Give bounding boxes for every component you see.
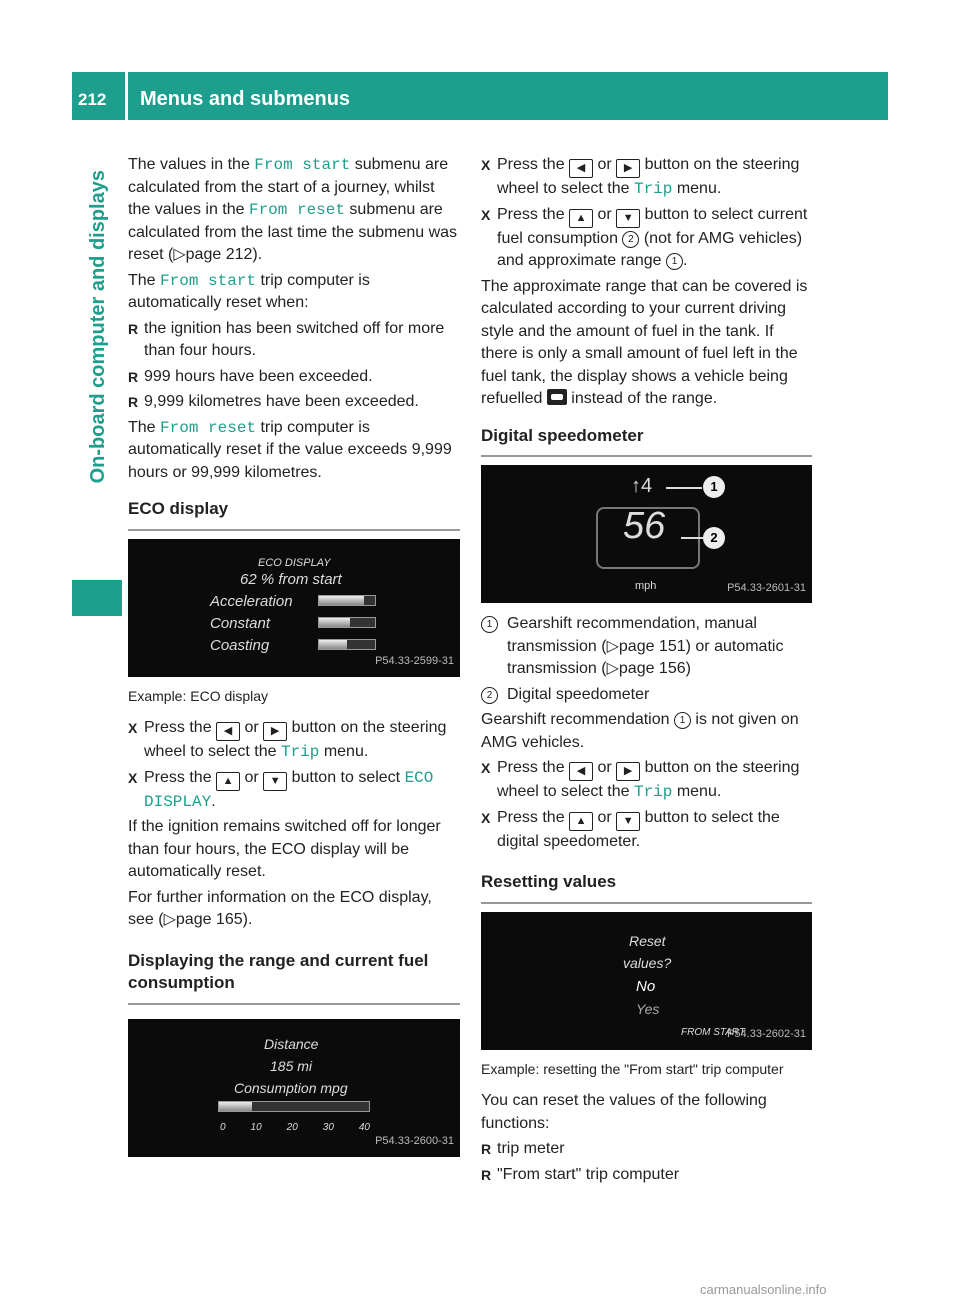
page-ref-icon: ▷ [606, 660, 619, 677]
text: . [683, 252, 688, 269]
speed-value: 56 [623, 505, 666, 547]
eco-bar [318, 617, 376, 628]
page-ref-icon: ▷ [163, 911, 176, 928]
text: The values in the [128, 156, 255, 173]
digital-speedometer-image [481, 465, 812, 603]
down-arrow-button-icon: ▼ [616, 812, 640, 831]
speed-unit: mph [635, 580, 657, 592]
instruction-step [481, 204, 812, 273]
list-item: R 999 hours have been exceeded. [128, 366, 460, 389]
menu-term: Trip [633, 180, 673, 198]
menu-term: From start [160, 271, 257, 290]
legend-item [481, 613, 812, 681]
text: instead of the range. [566, 390, 718, 407]
left-arrow-button-icon: ◀ [569, 762, 593, 781]
instruction-step [481, 154, 812, 201]
right-arrow-button-icon: ▶ [616, 762, 640, 781]
text: trip computer is automatically reset when: [128, 271, 370, 311]
chapter-tab-marker [72, 580, 122, 616]
gear-indicator: ↑4 [631, 475, 653, 497]
text: submenu are calculated from the last time the submenu was reset ( [128, 201, 458, 263]
text: The [128, 418, 161, 436]
section-heading: Displaying the range and current fuel consumption [128, 950, 460, 1005]
text: Press the [497, 205, 570, 223]
paragraph [128, 887, 460, 932]
callout-number: 1 [481, 616, 498, 633]
fig-ref: P54.33-2601-31 [727, 581, 806, 594]
text: or [593, 205, 617, 223]
list-item: R the ignition has been switched off for more than four hours. [128, 318, 460, 363]
fig-option: Yes [636, 1000, 660, 1017]
text: Press the [497, 156, 570, 173]
text: button on the steering wheel to select the [497, 759, 800, 800]
text: Press the [497, 759, 570, 776]
text: Press the [144, 768, 217, 786]
down-arrow-button-icon: ▼ [263, 772, 287, 791]
paragraph: You can reset the values of the following functions: [481, 1092, 767, 1132]
instruction-step [128, 717, 460, 764]
up-arrow-button-icon: ▲ [216, 772, 240, 791]
reset-values-image [481, 912, 812, 1050]
page-ref-icon: ▷ [173, 246, 186, 263]
consumption-bar [218, 1101, 370, 1112]
text: button to select [287, 768, 405, 786]
menu-term: Trip [280, 743, 320, 761]
fig-line: FROM START [681, 1026, 746, 1038]
text: Press the [497, 808, 570, 826]
fig-option-selected: No [636, 977, 656, 995]
menu-term: From reset [160, 418, 257, 437]
fig-row-label: Coasting [210, 636, 270, 654]
fig-ref: P54.33-2599-31 [375, 655, 454, 667]
text: Gearshift recommendation, manual transmission ( [507, 615, 757, 655]
menu-term: Trip [633, 783, 673, 801]
section-heading: Digital speedometer [481, 425, 812, 458]
scale-tick: 0 [220, 1121, 226, 1133]
callout-line [681, 537, 703, 539]
paragraph [481, 276, 812, 411]
page-ref[interactable]: page 165). [175, 911, 253, 928]
callout-number: 2 [481, 687, 498, 704]
scale-tick: 10 [250, 1121, 262, 1133]
fig-line: Distance [264, 1035, 319, 1052]
page-ref[interactable]: page 212). [185, 246, 263, 263]
section-heading: Resetting values [481, 871, 812, 904]
instruction-step [481, 757, 812, 804]
right-column [481, 154, 812, 1189]
paragraph [128, 270, 460, 315]
text: or [593, 156, 617, 173]
up-arrow-button-icon: ▲ [569, 209, 593, 228]
callout-number: 1 [666, 253, 683, 270]
page-ref[interactable]: page 156) [618, 660, 691, 677]
figure-caption: Example: resetting the "From start" trip computer [481, 1060, 784, 1077]
fig-subtitle: 62 % from start [240, 570, 342, 588]
text: or [593, 759, 617, 776]
consumption-scale [220, 1117, 370, 1140]
fig-row-label: Constant [210, 614, 271, 632]
fig-ref: P54.33-2600-31 [375, 1135, 454, 1147]
callout-number: 1 [674, 712, 691, 729]
left-arrow-button-icon: ◀ [569, 159, 593, 178]
text: or [240, 719, 264, 736]
down-arrow-button-icon: ▼ [616, 209, 640, 228]
range-consumption-image [128, 1019, 460, 1157]
menu-term: From reset [248, 201, 345, 219]
refuel-icon [547, 389, 567, 405]
text: menu. [319, 743, 369, 760]
paragraph [481, 709, 812, 754]
text: menu. [672, 180, 722, 197]
left-column [128, 154, 460, 1157]
text: button on the steering wheel to select the [144, 719, 447, 760]
fig-line: 185 mi [270, 1057, 313, 1074]
callout-line [666, 487, 702, 489]
callout-badge: 2 [703, 527, 725, 549]
watermark-text: carmanualsonline.info [700, 1282, 827, 1297]
scale-tick: 20 [286, 1121, 298, 1133]
fig-ref: P54.33-2602-31 [727, 1028, 806, 1040]
eco-display-image [128, 539, 460, 677]
text: button to select the digital speedometer. [497, 808, 780, 850]
callout-number: 2 [622, 231, 639, 248]
eco-bar [318, 595, 376, 606]
fig-title: ECO DISPLAY [258, 556, 331, 569]
paragraph [128, 154, 460, 267]
text: Press the [144, 719, 217, 736]
page-ref-icon: ▷ [606, 637, 619, 655]
right-arrow-button-icon: ▶ [616, 159, 640, 178]
text: trip computer is automatically reset if the value exceeds 9,999 hours or 99,999 kilometres. [128, 418, 452, 481]
eco-bar [318, 639, 376, 650]
text: For further information on the ECO display, see ( [128, 888, 432, 928]
page-ref[interactable]: page 151) or automatic transmission ( [507, 637, 784, 677]
menu-term: ECO DISPLAY [144, 768, 434, 811]
chapter-side-label: On-board computer and displays [87, 170, 109, 484]
eco-bar-fill [319, 618, 350, 627]
text: or [240, 768, 264, 786]
text: . [211, 792, 216, 810]
callout-badge: 1 [703, 476, 725, 498]
instruction-step [128, 767, 460, 814]
text: The [128, 271, 161, 289]
text: Gearshift recommendation [481, 711, 674, 728]
text: button on the steering wheel to select the [497, 156, 800, 197]
header-divider [125, 72, 128, 120]
fig-line: Consumption mpg [234, 1079, 348, 1096]
eco-bar-fill [319, 640, 347, 649]
right-arrow-button-icon: ▶ [263, 722, 287, 741]
instruction-step [481, 807, 812, 854]
text: The approximate range that can be covered is calculated according to your current driving style and the amount of fuel in the tank. If there is only a small amount of fuel left in the fuel tank, the display shows a vehicle being refuelled [481, 277, 808, 407]
fig-line: values? [623, 954, 672, 971]
eco-bar-fill [319, 596, 364, 605]
legend-item [481, 684, 812, 707]
scale-tick: 30 [322, 1121, 334, 1133]
paragraph [128, 417, 460, 485]
scale-tick: 40 [358, 1121, 370, 1133]
text: button to select current fuel consumption [497, 205, 808, 247]
page-number: 212 [78, 90, 107, 109]
fig-line: Reset [629, 932, 666, 949]
consumption-bar-fill [219, 1102, 252, 1111]
text: submenu are calculated from the start of a journey, whilst the values in the [128, 156, 449, 218]
list-item: R trip meter [481, 1138, 812, 1161]
section-heading: ECO display [128, 498, 460, 531]
paragraph: If the ignition remains switched off for longer than four hours, the ECO display will be automatically reset. [128, 818, 441, 880]
text: menu. [672, 783, 722, 800]
text: is not given on AMG vehicles. [481, 711, 799, 751]
text: Digital speedometer [507, 685, 650, 703]
text: (not for AMG vehicles) and approximate range [497, 229, 803, 269]
fig-row-label: Acceleration [210, 592, 293, 610]
figure-caption: Example: ECO display [128, 687, 269, 704]
text: or [593, 808, 617, 826]
menu-term: From start [254, 156, 351, 174]
up-arrow-button-icon: ▲ [569, 812, 593, 831]
list-item: R "From start" trip computer [481, 1164, 812, 1187]
left-arrow-button-icon: ◀ [216, 722, 240, 741]
list-item: R 9,999 kilometres have been exceeded. [128, 391, 460, 414]
page-title: Menus and submenus [140, 88, 351, 110]
